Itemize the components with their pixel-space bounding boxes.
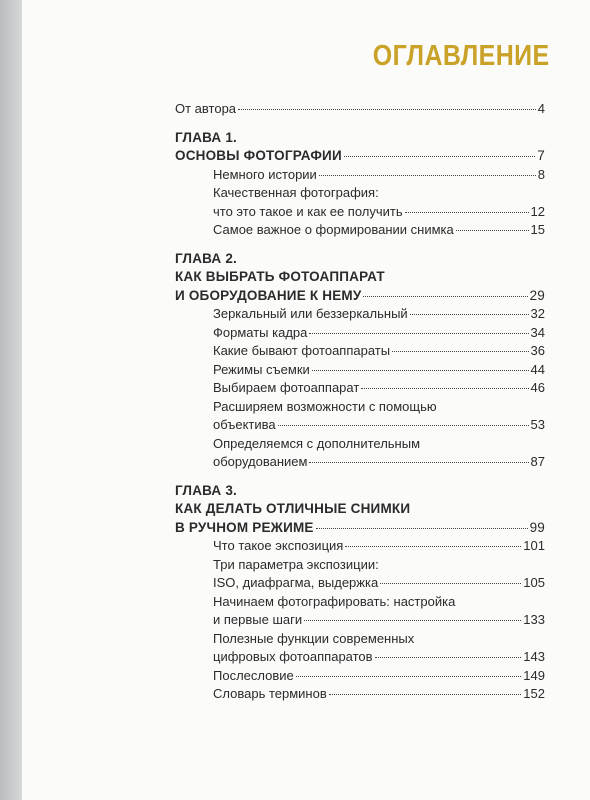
dot-leader: [296, 676, 522, 677]
entry-label: Зеркальный или беззеркальный: [213, 306, 408, 321]
chapter-title-line: ОСНОВЫ ФОТОГРАФИИ: [175, 148, 342, 163]
toc-section-entry[interactable]: [175, 166, 545, 185]
chapter-title-line: КАК ВЫБРАТЬ ФОТОАППАРАТ: [175, 269, 385, 284]
chapter-title-entry[interactable]: [175, 500, 545, 537]
entry-label: Качественная фотография:: [213, 185, 379, 200]
entry-label: Начинаем фотографировать: настройка: [213, 593, 456, 609]
entry-label: что это такое и как ее получить: [213, 203, 403, 219]
entry-page: 46: [530, 380, 545, 395]
entry-label: Три параметра экспозиции:: [213, 556, 379, 572]
toc-section-entry[interactable]: [175, 398, 545, 435]
entry-label: Форматы кадра: [213, 324, 308, 340]
chapter-title-line: КАК ДЕЛАТЬ ОТЛИЧНЫЕ СНИМКИ: [175, 501, 411, 516]
toc-section-entry[interactable]: [175, 630, 545, 667]
toc-section-entry[interactable]: [175, 221, 545, 240]
chapter-heading: ГЛАВА 2.: [175, 250, 237, 266]
entry-label: Самое важное о формировании снимка: [213, 222, 454, 237]
toc-section-entry[interactable]: [175, 537, 545, 556]
toc-section-entry[interactable]: [175, 342, 545, 361]
entry-label: Немного истории: [213, 166, 317, 182]
entry-page: 4: [537, 101, 545, 116]
toc-section-entry[interactable]: [175, 556, 545, 593]
entry-page: 105: [523, 575, 545, 590]
dot-leader: [375, 657, 522, 658]
toc-section-entry[interactable]: [175, 435, 545, 472]
entry-page: 101: [523, 538, 545, 553]
chapter-heading: ГЛАВА 3.: [175, 482, 237, 498]
dot-leader: [238, 109, 536, 110]
entry-label: Что такое экспозиция: [213, 538, 344, 553]
entry-label: Словарь терминов: [213, 686, 327, 701]
entry-label: и первые шаги: [213, 612, 303, 627]
toc-intro-entry[interactable]: [175, 100, 545, 119]
dot-leader: [309, 333, 528, 334]
dot-leader: [304, 620, 521, 621]
entry-page: 12: [530, 203, 545, 219]
entry-page: 8: [537, 166, 545, 182]
chapter-3: [175, 482, 545, 704]
dot-leader: [392, 351, 528, 352]
entry-page: 36: [530, 343, 545, 358]
dot-leader: [405, 212, 529, 213]
entry-page: 53: [530, 417, 545, 432]
table-of-contents: [175, 100, 545, 704]
chapter-title-entry[interactable]: [175, 147, 545, 166]
dot-leader: [278, 425, 529, 426]
entry-label: Режимы съемки: [213, 361, 310, 377]
chapter-heading: ГЛАВА 1.: [175, 129, 237, 145]
dot-leader: [380, 583, 521, 584]
entry-page: 143: [523, 649, 545, 664]
toc-section-entry[interactable]: [175, 361, 545, 380]
entry-page: 99: [529, 519, 545, 535]
entry-page: 32: [530, 306, 545, 321]
entry-page: 87: [530, 454, 545, 469]
dot-leader: [363, 296, 527, 297]
book-spine-shadow: [0, 0, 22, 800]
entry-page: 34: [530, 324, 545, 340]
entry-label: цифровых фотоаппаратов: [213, 649, 373, 664]
entry-label: объектива: [213, 417, 276, 432]
entry-label: Выбираем фотоаппарат: [213, 380, 360, 395]
dot-leader: [312, 370, 529, 371]
entry-label: Какие бывают фотоаппараты: [213, 343, 391, 358]
entry-label: Полезные функции современных: [213, 630, 415, 646]
toc-section-entry[interactable]: [175, 685, 545, 704]
toc-section-entry[interactable]: [175, 593, 545, 630]
chapter-1: [175, 129, 545, 240]
entry-page: 152: [523, 686, 545, 701]
dot-leader: [316, 528, 528, 529]
entry-label: Послесловие: [213, 667, 294, 683]
chapter-title-entry[interactable]: [175, 268, 545, 305]
entry-label: ISO, диафрагма, выдержка: [213, 575, 379, 590]
entry-page: 29: [529, 287, 545, 303]
dot-leader: [329, 694, 522, 695]
entry-page: 133: [523, 612, 545, 627]
entry-page: 15: [530, 222, 545, 237]
chapter-2: [175, 250, 545, 472]
dot-leader: [319, 175, 536, 176]
dot-leader: [344, 156, 535, 157]
toc-section-entry[interactable]: [175, 379, 545, 398]
entry-label: оборудованием: [213, 454, 308, 469]
toc-section-entry[interactable]: [175, 305, 545, 324]
toc-section-entry[interactable]: [175, 324, 545, 343]
entry-label: Определяемся с дополнительным: [213, 435, 421, 451]
dot-leader: [361, 388, 528, 389]
page-title: ОГЛАВЛЕНИЕ: [373, 40, 550, 72]
toc-section-entry[interactable]: [175, 184, 545, 221]
dot-leader: [309, 462, 528, 463]
entry-page: 44: [530, 361, 545, 377]
chapters-list: [175, 129, 545, 704]
toc-section-entry[interactable]: [175, 667, 545, 686]
entry-page: 7: [537, 148, 545, 163]
chapter-title-line: И ОБОРУДОВАНИЕ К НЕМУ: [175, 287, 362, 303]
entry-page: 149: [523, 667, 545, 683]
entry-label: Расширяем возможности с помощью: [213, 398, 437, 414]
dot-leader: [345, 546, 521, 547]
entry-label: От автора: [175, 101, 237, 116]
dot-leader: [456, 230, 529, 231]
dot-leader: [410, 314, 529, 315]
chapter-title-line: В РУЧНОМ РЕЖИМЕ: [175, 519, 314, 535]
